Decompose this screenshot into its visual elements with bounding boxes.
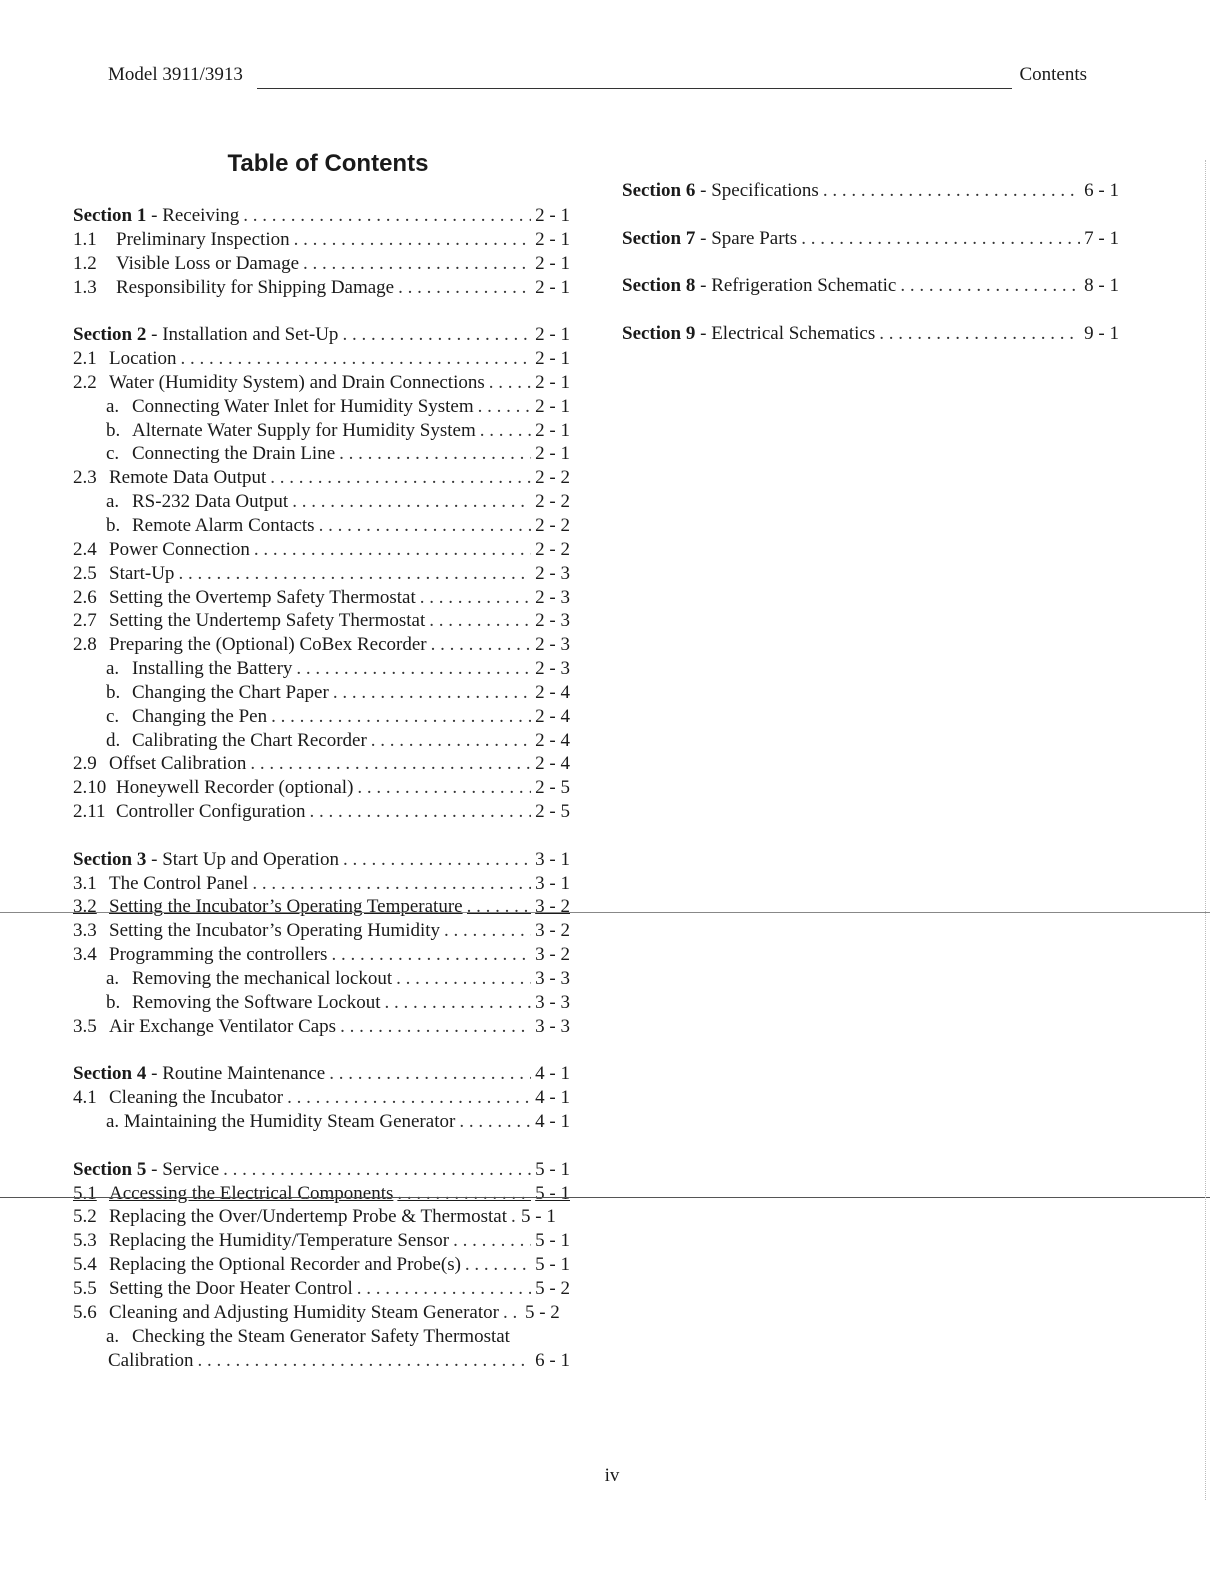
section-number: Section 2 [73,324,147,346]
leader-dots [511,1205,517,1229]
leader-dots [178,562,531,586]
page-ref: 5 - 1 [535,1230,570,1252]
leader-dots [459,1110,531,1134]
leader-dots [357,776,531,800]
section-title: Start Up and Operation [162,848,339,870]
toc-entry[interactable] [73,633,570,657]
entry-number: 2.11 [73,801,106,823]
page-ref: 3 - 2 [535,896,570,918]
entry-label: The Control Panel [109,872,249,894]
toc-section-8[interactable]: Section 8 - Refrigeration Schematic . . . 8 - 1 [622,274,1119,298]
page-ref: 2 - 3 [535,634,570,656]
page-ref: 4 - 1 [535,1111,570,1133]
toc-entry[interactable] [73,1086,570,1110]
entry-label: Responsibility for Shipping Damage [116,276,395,298]
scan-edge [1205,160,1206,1500]
entry-number: b. [106,514,121,536]
leader-dots [329,1062,531,1086]
leader-dots [385,991,532,1015]
page-ref: 5 - 2 [524,1301,560,1323]
section-title: Receiving [162,205,240,226]
leader-dots [444,919,531,943]
entry-label: Power Connection [109,538,250,560]
entry-label: Setting the Incubator’s Operating Humidity [109,920,441,942]
toc-section-5[interactable]: Section 5 - Service . . . 5 - 1 [73,1158,570,1182]
entry-label: Changing the Chart Paper [132,681,329,703]
entry-number: c. [106,705,120,727]
page-ref: 5 - 1 [535,1158,570,1180]
entry-number: 5.2 [73,1206,97,1228]
entry-number: a. [106,491,120,513]
entry-label: Installing the Battery [132,658,293,680]
leader-dots [254,538,531,562]
toc-entry[interactable] [73,800,570,824]
toc-subentry[interactable] [73,514,570,538]
leader-dots [431,633,532,657]
entry-label: Setting the Door Heater Control [109,1277,353,1299]
entry-number: a. [106,395,120,417]
page-ref: 2 - 4 [535,753,570,775]
leader-dots [252,872,531,896]
leader-dots [243,204,531,228]
toc-entry[interactable] [73,776,570,800]
entry-number: 3.1 [73,872,97,894]
entry-number: c. [106,443,120,465]
toc-entry[interactable] [73,1229,570,1253]
entry-label: Setting the Incubator’s Operating Temperature [109,896,463,918]
toc-section-6[interactable]: Section 6 - Specifications . . . 6 - 1 [622,179,1119,203]
toc-right-column [622,179,1119,346]
toc-section-9[interactable]: Section 9 - Electrical Schematics . . . 9 - 1 [622,322,1119,346]
leader-dots [480,419,531,443]
section-title: Spare Parts [711,227,798,249]
entry-number: 2.2 [73,371,97,393]
entry-number: 3.5 [73,1015,97,1037]
leader-dots [250,752,531,776]
page-ref: 4 - 1 [535,1063,570,1085]
section-number: Section 8 [622,275,696,297]
toc-entry[interactable] [73,252,570,276]
entry-number: 2.4 [73,538,97,560]
entry-number: 2.3 [73,467,97,489]
leader-dots [287,1086,531,1110]
entry-number: 2.8 [73,634,97,656]
leader-dots [429,609,531,633]
entry-label: Water (Humidity System) and Drain Connections [109,371,485,393]
scan-line [0,912,1210,913]
section-title: Refrigeration Schematic [711,275,897,297]
entry-number: 5.6 [73,1301,97,1323]
toc-entry[interactable] [73,1253,570,1277]
entry-number: 2.9 [73,753,97,775]
entry-label: Programming the controllers [109,944,328,966]
leader-dots [333,681,531,705]
toc-entry[interactable] [73,1277,570,1301]
page-ref: 2 - 2 [535,491,570,513]
leader-dots [342,323,531,347]
entry-number: 3.4 [73,944,97,966]
section-title: Service [162,1158,220,1180]
entry-label: Air Exchange Ventilator Caps [109,1015,337,1037]
entry-label: Connecting Water Inlet for Humidity System [132,395,474,417]
page-ref: 2 - 2 [535,538,570,560]
entry-label: Start-Up [109,562,175,584]
section-title: Installation and Set-Up [162,324,339,346]
entry-number: 2.7 [73,610,97,632]
page-ref: 2 - 1 [535,205,570,226]
leader-dots [371,729,531,753]
entry-number: 5.3 [73,1230,97,1252]
entry-label: Accessing the Electrical Components [109,1182,394,1204]
leader-dots [420,586,531,610]
page-ref: 2 - 3 [535,610,570,632]
leader-dots [478,395,532,419]
leader-dots [270,466,531,490]
entry-label: Calibration [108,1349,194,1371]
entry-number: 5.5 [73,1277,97,1299]
page-ref: 2 - 3 [535,562,570,584]
entry-label: Changing the Pen [132,705,268,727]
page-ref: 3 - 1 [535,872,570,894]
page-ref: 4 - 1 [535,1087,570,1109]
page-ref: 6 - 1 [1084,180,1119,201]
toc-entry[interactable] [73,371,570,395]
page-ref: 2 - 1 [535,252,570,274]
page-ref: 2 - 4 [535,729,570,751]
toc-subentry-continued[interactable] [73,1349,570,1373]
entry-number: 3.2 [73,896,97,918]
toc-entry[interactable] [73,752,570,776]
page-ref: 5 - 1 [521,1206,556,1228]
toc-entry[interactable] [73,872,570,896]
toc-section-4[interactable]: Section 4 - Routine Maintenance . . . 4 - 1 [73,1062,570,1086]
leader-dots [294,228,532,252]
entry-number: 2.10 [73,777,107,799]
entry-number: 2.6 [73,586,97,608]
toc-subentry[interactable] [73,419,570,443]
page-ref: 8 - 1 [1084,275,1119,297]
section-title: Routine Maintenance [162,1063,326,1085]
page-ref: 3 - 2 [535,920,570,942]
page-ref: 7 - 1 [1084,227,1119,249]
entry-label: Cleaning the Incubator [109,1087,284,1109]
entry-label: Replacing the Optional Recorder and Probe(s) [109,1254,461,1276]
section-title: Electrical Schematics [711,323,876,345]
toc-subentry[interactable] [73,967,570,991]
leader-dots [357,1277,531,1301]
entry-number: 4.1 [73,1087,97,1109]
toc-entry[interactable] [73,1182,570,1206]
page-ref: 3 - 3 [535,1015,570,1037]
leader-dots [801,227,1080,251]
leader-dots [465,1253,531,1277]
toc-entry[interactable] [73,1015,570,1039]
toc-entry[interactable] [73,276,570,300]
toc-entry[interactable] [73,586,570,610]
toc-subentry[interactable] [73,705,570,729]
entry-number: 3.3 [73,920,97,942]
leader-dots [343,848,531,872]
entry-label: Preparing the (Optional) CoBex Recorder [109,634,427,656]
page-ref: 2 - 1 [535,443,570,465]
page-ref: 3 - 1 [535,848,570,870]
entry-number: 1.1 [73,228,97,250]
toc-entry[interactable] [73,1205,570,1229]
toc-entry[interactable] [73,919,570,943]
page-title: Table of Contents [227,150,429,177]
entry-label: Location [109,348,177,370]
toc-entry[interactable] [73,562,570,586]
entry-label: Remote Alarm Contacts [132,514,315,536]
toc-entry[interactable] [73,538,570,562]
leader-dots [489,371,531,395]
page-ref: 2 - 1 [535,348,570,370]
toc-subentry[interactable] [73,490,570,514]
entry-number: b. [106,419,121,441]
page-ref: 2 - 2 [535,467,570,489]
toc-subentry[interactable] [73,729,570,753]
page-ref: 2 - 3 [535,658,570,680]
leader-dots [900,274,1080,298]
page-ref: 2 - 5 [535,801,570,823]
toc-subentry[interactable] [73,991,570,1015]
toc-subentry[interactable] [73,681,570,705]
page-ref: 3 - 3 [535,968,570,989]
entry-label: Removing the Software Lockout [132,991,381,1013]
entry-number: a. [106,968,120,989]
entry-label: a. Maintaining the Humidity Steam Generator [106,1111,456,1133]
entry-label: Removing the mechanical lockout [132,968,393,989]
section-number: Section 4 [73,1063,147,1085]
leader-dots [271,705,531,729]
toc-subentry[interactable] [73,442,570,466]
toc-section-3[interactable]: Section 3 - Start Up and Operation . . . 3 - 1 [73,848,570,872]
leader-dots [339,442,531,466]
toc-subentry[interactable] [73,657,570,681]
entry-label: Remote Data Output [109,467,267,489]
entry-label: Offset Calibration [109,753,247,775]
page-ref: 2 - 3 [535,586,570,608]
entry-number: 5.1 [73,1182,97,1204]
leader-dots [879,322,1080,346]
entry-label: Checking the Steam Generator Safety Thermostat [132,1325,510,1347]
entry-label: Setting the Overtemp Safety Thermostat [109,586,416,608]
entry-number: 2.5 [73,562,97,584]
page-ref: 2 - 4 [535,681,570,703]
entry-label: Cleaning and Adjusting Humidity Steam Generator [109,1301,499,1323]
header-rule [257,88,1012,89]
entry-label: Replacing the Humidity/Temperature Sensor [109,1230,450,1252]
section-number: Section 7 [622,227,696,249]
page-ref: 2 - 4 [535,705,570,727]
toc-section-1[interactable]: Section 1 - Receiving . . . 2 - 1 [73,204,570,228]
page-number: iv [604,1465,620,1486]
leader-dots [223,1158,531,1182]
leader-dots [467,895,532,919]
entry-number: b. [106,991,121,1013]
entry-label: Replacing the Over/Undertemp Probe & Thermostat [109,1206,508,1228]
entry-label: Setting the Undertemp Safety Thermostat [109,610,426,632]
section-number: Section 3 [73,848,147,870]
toc-entry[interactable] [73,466,570,490]
entry-label: Connecting the Drain Line [132,443,336,465]
toc-section-7[interactable]: Section 7 - Spare Parts . . . 7 - 1 [622,227,1119,251]
page-ref: 2 - 2 [535,514,570,536]
page-ref: 2 - 1 [535,228,570,250]
page-ref: 2 - 1 [535,395,570,417]
leader-dots [292,490,531,514]
entry-label: RS-232 Data Output [132,491,289,513]
toc-entry[interactable] [73,895,570,919]
page-ref: 5 - 1 [535,1182,570,1204]
section-number: Section 9 [622,323,696,345]
page-ref: 3 - 2 [535,944,570,966]
toc-entry[interactable] [73,228,570,252]
entry-label: Controller Configuration [116,801,306,823]
leader-dots [398,276,531,300]
page-ref: 6 - 1 [535,1349,570,1371]
leader-dots [453,1229,531,1253]
toc-subentry[interactable] [73,395,570,419]
leader-dots [296,657,531,681]
toc-entry[interactable] [73,347,570,371]
entry-number: a. [106,658,120,680]
toc-entry[interactable] [73,943,570,967]
section-title: Specifications [711,180,819,201]
leader-dots [503,1301,521,1325]
page-ref: 2 - 1 [535,276,570,298]
leader-dots [331,943,531,967]
page-ref: 2 - 1 [535,324,570,346]
leader-dots [396,967,531,991]
entry-label: Preliminary Inspection [116,228,290,250]
entry-number: 1.3 [73,276,97,298]
entry-label: Honeywell Recorder (optional) [116,777,354,799]
page-ref: 3 - 3 [535,991,570,1013]
section-number: Section 5 [73,1158,147,1180]
leader-dots [340,1015,531,1039]
section-number: Section 1 [73,205,147,226]
page-ref: 5 - 1 [535,1254,570,1276]
header-model: Model 3911/3913 [108,64,243,85]
entry-number: 2.1 [73,348,97,370]
leader-dots [397,1182,531,1206]
page-ref: 5 - 2 [535,1277,570,1299]
entry-number: 5.4 [73,1254,97,1276]
header-section: Contents [1019,64,1087,85]
section-number: Section 6 [622,180,696,201]
leader-dots [197,1349,531,1373]
leader-dots [303,252,531,276]
leader-dots [309,800,531,824]
scan-line [0,1197,1210,1198]
page-ref: 2 - 1 [535,419,570,441]
leader-dots [319,514,532,538]
entry-number: b. [106,681,121,703]
entry-number: 1.2 [73,252,97,274]
page-ref: 2 - 5 [535,777,570,799]
page-ref: 2 - 1 [535,371,570,393]
entry-label: Alternate Water Supply for Humidity System [132,419,476,441]
toc-subentry[interactable] [73,1110,570,1134]
page-ref: 9 - 1 [1084,323,1119,345]
entry-number: d. [106,729,121,751]
toc-section-2[interactable]: Section 2 - Installation and Set-Up . . . 2 - 1 [73,323,570,347]
toc-entry[interactable] [73,609,570,633]
entry-number: a. [106,1325,120,1347]
leader-dots [181,347,532,371]
toc-subentry[interactable] [73,1325,570,1349]
entry-label: Calibrating the Chart Recorder [132,729,367,751]
entry-label: Visible Loss or Damage [116,252,300,274]
toc-entry[interactable] [73,1301,570,1325]
leader-dots [823,179,1080,203]
